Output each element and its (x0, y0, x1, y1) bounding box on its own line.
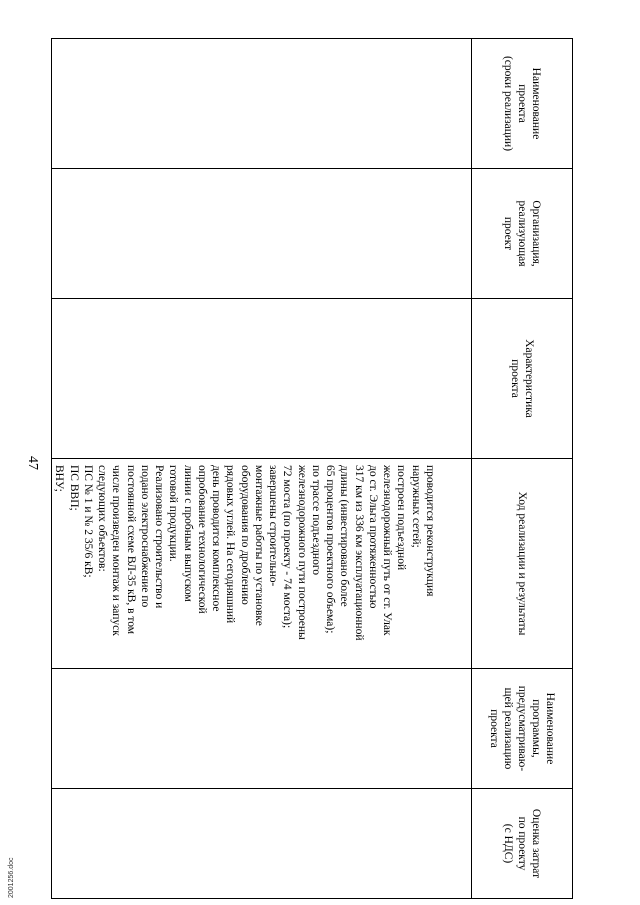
footer-document-code: 2001256.doc (8, 857, 15, 898)
cell-program-name (52, 669, 472, 789)
progress-line: следующих объектов: (96, 465, 109, 572)
progress-line: ПС ВВП; (67, 465, 80, 511)
table-row (52, 39, 472, 899)
page-number: 47 (25, 456, 40, 470)
cell-project-name (52, 39, 472, 169)
header-cost-estimate: Оценка затрат по проекту (с НДС) (472, 789, 573, 899)
progress-line: Реализовано строительство и (153, 465, 166, 609)
progress-line: рядовых углей. На сегодняшний (224, 465, 237, 624)
header-project-name: Наименование проекта (сроки реализации) (472, 39, 573, 169)
progress-line: проводится реконструкция (424, 465, 436, 597)
progress-line: день проводится комплексное (210, 465, 223, 612)
cell-characteristics (52, 299, 472, 459)
progress-line: длины (инвестировано более (338, 465, 351, 607)
table-header-row (472, 39, 573, 899)
cell-organization (52, 169, 472, 299)
cell-cost-estimate (52, 789, 472, 899)
progress-line: готовой продукции. (167, 465, 180, 562)
progress-line: железнодорожного пути построены (295, 465, 308, 640)
header-program-name: Наименование программы, предусматриваю- щей реализацию проекта (472, 669, 573, 789)
progress-line: 65 процентов проектного объема); (324, 465, 337, 634)
progress-line: подано электроснабжение по (139, 465, 151, 608)
progress-line: железнодорожный путь от ст. Улак (381, 465, 394, 636)
progress-line: 72 моста (по проекту - 74 моста); (281, 465, 294, 629)
header-characteristics: Характеристика проекта (472, 299, 573, 459)
rotated-table-container (53, 38, 573, 898)
progress-line: числе произведен монтаж и запуск (110, 465, 123, 636)
cell-progress-results (52, 459, 472, 669)
progress-text (52, 459, 471, 668)
progress-line: оборудования по дроблению (238, 465, 251, 605)
progress-line: монтажные работы по установке (253, 465, 265, 626)
progress-line: опробование технологической (196, 465, 208, 614)
progress-line: ПС № 1 и № 2 35/6 кВ; (82, 465, 94, 578)
header-progress-results: Ход реализации и результаты (472, 459, 573, 669)
progress-line: линии с пробным выпуском (181, 465, 194, 602)
progress-line: завершены строительно- (267, 465, 280, 587)
progress-line: до ст. Эльга протяженностью (367, 465, 379, 609)
progress-line: постоянной схеме ВЛ-35 кВ, в том (124, 465, 137, 635)
progress-line: наружных сетей; (409, 465, 422, 548)
progress-line: ВНУ; (53, 465, 66, 492)
projects-table (51, 38, 573, 899)
header-organization: Организация, реализующая проект (472, 169, 573, 299)
progress-line: 317 км из 336 км эксплуатационной (352, 465, 365, 641)
progress-line: по трассе подъездного (310, 465, 322, 576)
progress-line: построен подъездной (395, 465, 408, 571)
